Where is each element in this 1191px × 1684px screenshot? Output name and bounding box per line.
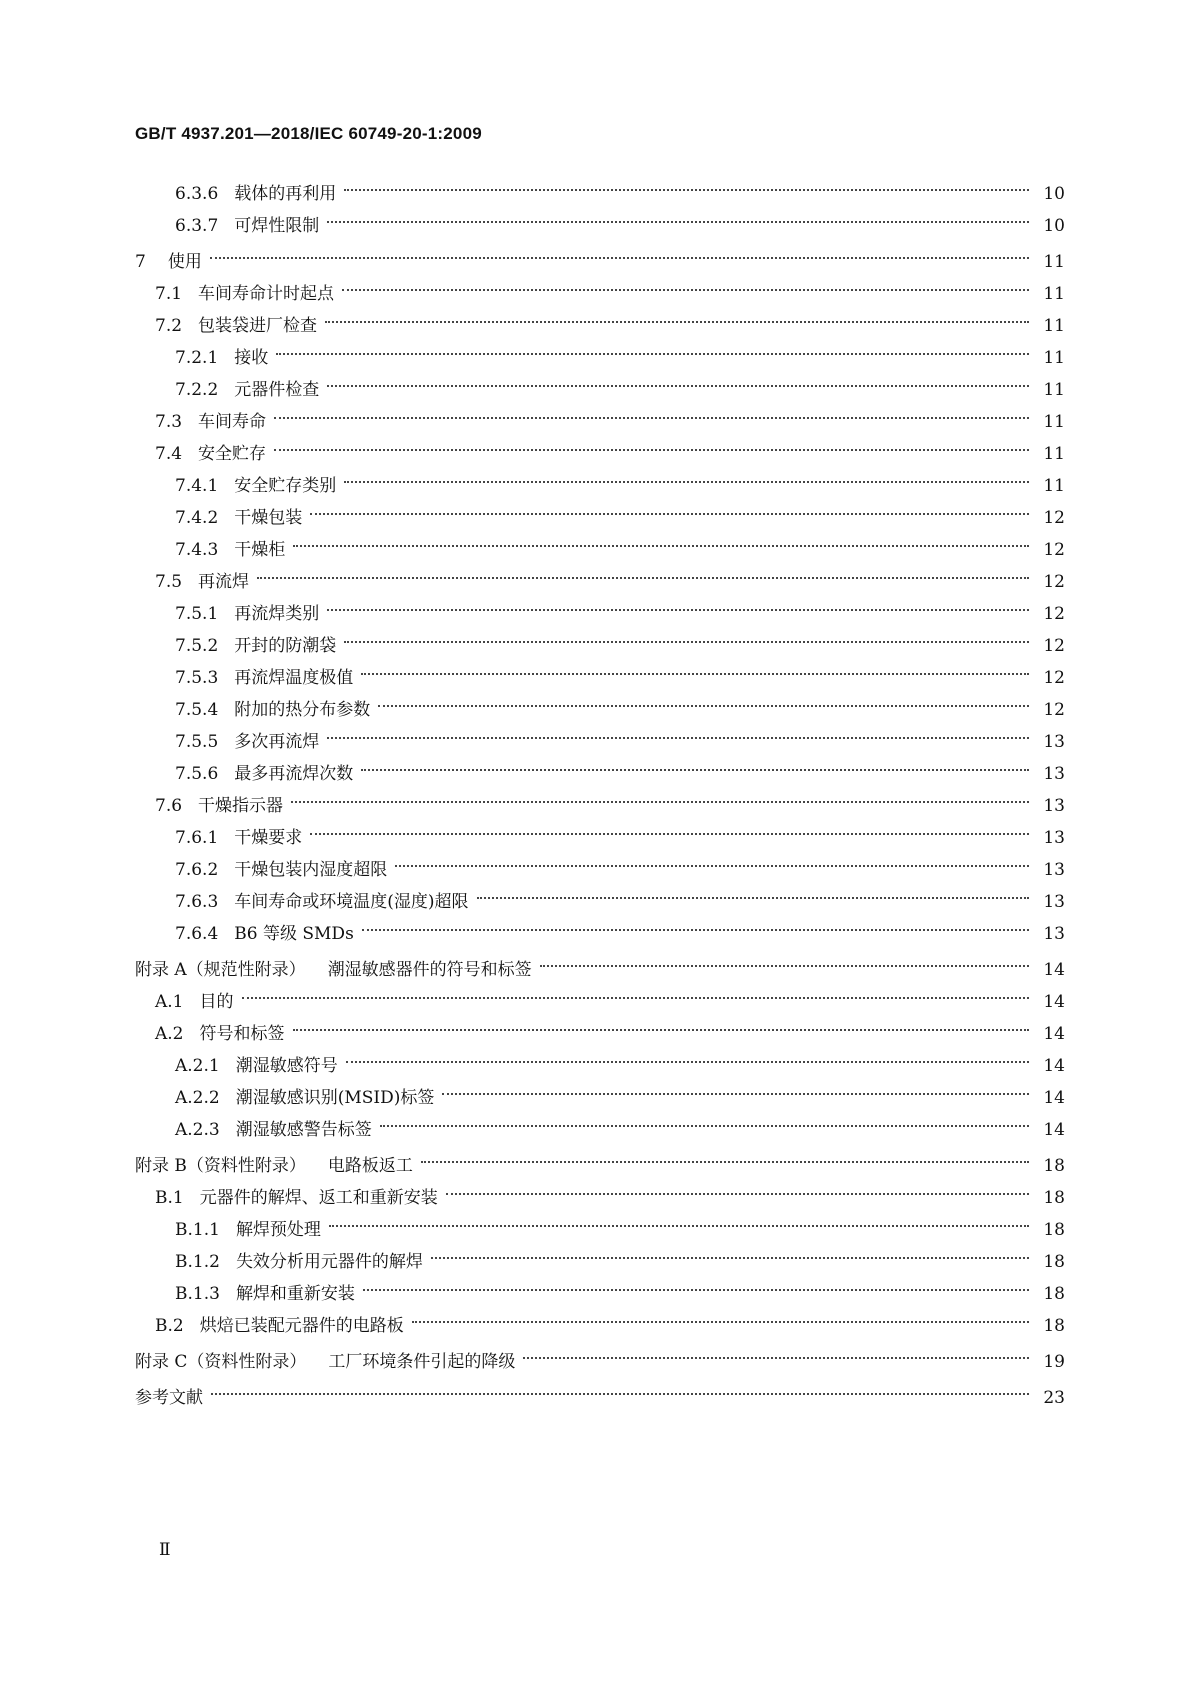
toc-entry-number: B.1.2 <box>175 1252 220 1272</box>
toc-entry-page: 14 <box>1043 1024 1065 1044</box>
toc-entry-title: 元器件检查 <box>234 380 320 400</box>
toc-entry-number: A.1 <box>155 992 184 1012</box>
page-number: Ⅱ <box>159 1540 171 1560</box>
document-header <box>135 124 482 144</box>
toc-entry-number: 7.6.3 <box>175 892 219 912</box>
toc-entry-title: 参考文献 <box>135 1388 203 1408</box>
toc-entry-title: 车间寿命 <box>198 412 267 432</box>
toc-entry-number: 7.5.4 <box>175 700 219 720</box>
dot-leader <box>442 1093 1029 1095</box>
toc-entry-title: 可焊性限制 <box>234 216 320 236</box>
toc-entry[interactable] <box>135 1050 1065 1082</box>
dot-leader <box>540 965 1029 967</box>
toc-entry-page: 14 <box>1043 992 1065 1012</box>
dot-leader <box>342 289 1029 291</box>
toc-entry-number: 7.6.4 <box>175 924 219 944</box>
toc-entry-page: 14 <box>1043 1120 1065 1140</box>
toc-entry-title: 再流焊类别 <box>234 604 320 624</box>
dot-leader <box>344 641 1029 643</box>
dot-leader <box>310 513 1029 515</box>
toc-entry-page: 18 <box>1043 1252 1065 1272</box>
toc-entry-title: 工厂环境条件引起的降级 <box>328 1352 516 1372</box>
toc-entry-title: 干燥要求 <box>234 828 303 848</box>
toc-entry-title: 最多再流焊次数 <box>234 764 354 784</box>
toc-entry-number: 7.4 <box>155 444 183 464</box>
toc-entry[interactable] <box>135 566 1065 598</box>
dot-leader <box>363 1289 1029 1291</box>
dot-leader <box>327 385 1029 387</box>
toc-entry-page: 13 <box>1043 796 1065 816</box>
toc-entry[interactable] <box>135 278 1065 310</box>
toc-entry-number: A.2 <box>155 1024 184 1044</box>
toc-entry-page: 13 <box>1043 860 1065 880</box>
toc-entry-number: 7.6 <box>155 796 183 816</box>
toc-entry-title: 潮湿敏感警告标签 <box>235 1120 372 1140</box>
dot-leader <box>327 737 1029 739</box>
toc-entry-page: 14 <box>1043 1056 1065 1076</box>
toc-entry-title: 潮湿敏感器件的符号和标签 <box>327 960 532 980</box>
dot-leader <box>274 417 1029 419</box>
toc-entry-number: 7 <box>135 252 146 272</box>
dot-leader <box>412 1321 1029 1323</box>
toc-entry-page: 12 <box>1043 540 1065 560</box>
toc-entry-page: 18 <box>1043 1156 1065 1176</box>
dot-leader <box>329 1225 1029 1227</box>
toc-entry-number: 6.3.6 <box>175 184 219 204</box>
toc-entry-page: 18 <box>1043 1220 1065 1240</box>
dot-leader <box>327 609 1029 611</box>
toc-entry[interactable] <box>135 886 1065 918</box>
toc-entry[interactable] <box>135 790 1065 822</box>
toc-entry-number: 7.5.1 <box>175 604 219 624</box>
toc-entry-title: 符号和标签 <box>199 1024 285 1044</box>
toc-entry[interactable] <box>135 854 1065 886</box>
toc-entry-number: 7.5.5 <box>175 732 219 752</box>
toc-entry[interactable] <box>135 502 1065 534</box>
toc-entry-page: 13 <box>1043 924 1065 944</box>
toc-entry-page: 11 <box>1043 252 1065 272</box>
toc-entry-number: 7.4.3 <box>175 540 219 560</box>
toc-entry-title: 电路板返工 <box>327 1156 413 1176</box>
dot-leader <box>378 705 1029 707</box>
toc-entry-page: 23 <box>1043 1388 1065 1408</box>
toc-entry-number: 7.5.3 <box>175 668 219 688</box>
dot-leader <box>291 801 1029 803</box>
toc-entry-number: 7.5.2 <box>175 636 219 656</box>
toc-entry[interactable] <box>135 630 1065 662</box>
toc-entry[interactable] <box>135 726 1065 758</box>
toc-entry-page: 13 <box>1043 732 1065 752</box>
toc-entry-page: 12 <box>1043 572 1065 592</box>
toc-entry-number: 7.2.2 <box>175 380 219 400</box>
toc-entry-number: B.1.3 <box>175 1284 220 1304</box>
toc-entry[interactable] <box>135 1346 1065 1378</box>
toc-entry-page: 18 <box>1043 1284 1065 1304</box>
toc-entry-number: 附录 B（资料性附录） <box>135 1156 306 1176</box>
toc-entry-title: 干燥指示器 <box>198 796 284 816</box>
toc-entry-title: 车间寿命或环境温度(湿度)超限 <box>234 892 469 912</box>
toc-entry[interactable] <box>135 822 1065 854</box>
dot-leader <box>395 865 1029 867</box>
toc-entry[interactable] <box>135 470 1065 502</box>
toc-entry[interactable] <box>135 918 1065 950</box>
dot-leader <box>344 189 1029 191</box>
toc-entry-page: 12 <box>1043 668 1065 688</box>
toc-entry[interactable] <box>135 1182 1065 1214</box>
toc-entry-title: 载体的再利用 <box>234 184 337 204</box>
toc-entry[interactable] <box>135 374 1065 406</box>
toc-entry-number: A.2.1 <box>175 1056 220 1076</box>
toc-entry[interactable] <box>135 406 1065 438</box>
toc-entry[interactable] <box>135 1310 1065 1342</box>
toc-entry[interactable] <box>135 246 1065 278</box>
toc-entry-page: 11 <box>1043 380 1065 400</box>
toc-entry[interactable] <box>135 1082 1065 1114</box>
toc-entry-title: 安全贮存 <box>198 444 267 464</box>
toc-entry-title: 再流焊温度极值 <box>234 668 354 688</box>
toc-entry-title: 多次再流焊 <box>234 732 320 752</box>
toc-entry-title: 失效分析用元器件的解焊 <box>235 1252 423 1272</box>
toc-entry[interactable] <box>135 1382 1065 1414</box>
toc-entry-page: 12 <box>1043 508 1065 528</box>
toc-entry-title: 目的 <box>199 992 234 1012</box>
dot-leader <box>361 673 1029 675</box>
toc-entry-page: 19 <box>1043 1352 1065 1372</box>
toc-entry-number: 附录 C（资料性附录） <box>135 1352 307 1372</box>
toc-entry-title: B6 等级 SMDs <box>234 924 354 944</box>
toc-entry-title: 干燥柜 <box>234 540 286 560</box>
toc-entry-page: 13 <box>1043 764 1065 784</box>
toc-entry-title: 接收 <box>234 348 269 368</box>
toc-entry[interactable] <box>135 310 1065 342</box>
dot-leader <box>362 929 1029 931</box>
toc-entry-title: 解焊预处理 <box>235 1220 321 1240</box>
toc-entry-number: 7.2.1 <box>175 348 219 368</box>
dot-leader <box>276 353 1029 355</box>
dot-leader <box>477 897 1029 899</box>
toc-entry[interactable] <box>135 954 1065 986</box>
dot-leader <box>325 321 1029 323</box>
toc-entry-number: 7.6.2 <box>175 860 219 880</box>
toc-entry-title: 附加的热分布参数 <box>234 700 371 720</box>
table-of-contents <box>135 178 1065 1414</box>
toc-entry-title: 安全贮存类别 <box>234 476 337 496</box>
toc-entry-number: B.1 <box>155 1188 184 1208</box>
toc-entry-title: 潮湿敏感识别(MSID)标签 <box>235 1088 435 1108</box>
toc-entry-page: 14 <box>1043 960 1065 980</box>
toc-entry[interactable] <box>135 342 1065 374</box>
dot-leader <box>293 1029 1030 1031</box>
toc-entry-number: A.2.3 <box>175 1120 220 1140</box>
toc-entry[interactable] <box>135 210 1065 242</box>
dot-leader <box>210 257 1029 259</box>
toc-entry-page: 12 <box>1043 636 1065 656</box>
dot-leader <box>242 997 1030 999</box>
dot-leader <box>421 1161 1029 1163</box>
toc-entry-number: B.1.1 <box>175 1220 220 1240</box>
toc-entry-page: 13 <box>1043 828 1065 848</box>
toc-entry-number: A.2.2 <box>175 1088 220 1108</box>
toc-entry-page: 11 <box>1043 444 1065 464</box>
toc-entry-page: 10 <box>1043 184 1065 204</box>
toc-entry-number: 7.6.1 <box>175 828 219 848</box>
toc-entry-page: 18 <box>1043 1316 1065 1336</box>
toc-entry-title: 潮湿敏感符号 <box>235 1056 338 1076</box>
toc-entry[interactable] <box>135 1214 1065 1246</box>
toc-entry-title: 解焊和重新安装 <box>235 1284 355 1304</box>
toc-entry[interactable] <box>135 534 1065 566</box>
toc-entry-title: 再流焊 <box>198 572 250 592</box>
toc-entry[interactable] <box>135 1114 1065 1146</box>
toc-entry[interactable] <box>135 758 1065 790</box>
toc-entry-page: 11 <box>1043 284 1065 304</box>
toc-entry-title: 干燥包装内湿度超限 <box>234 860 388 880</box>
toc-entry-page: 11 <box>1043 476 1065 496</box>
toc-entry[interactable] <box>135 1246 1065 1278</box>
toc-entry-page: 14 <box>1043 1088 1065 1108</box>
toc-entry[interactable] <box>135 438 1065 470</box>
toc-entry[interactable] <box>135 1150 1065 1182</box>
toc-entry-number: 7.5 <box>155 572 183 592</box>
toc-entry-title: 开封的防潮袋 <box>234 636 337 656</box>
dot-leader <box>293 545 1029 547</box>
dot-leader <box>211 1393 1029 1395</box>
standard-code: GB/T 4937.201—2018/IEC 60749-20-1:2009 <box>135 124 482 143</box>
dot-leader <box>431 1257 1029 1259</box>
toc-entry-number: 7.4.2 <box>175 508 219 528</box>
dot-leader <box>257 577 1029 579</box>
dot-leader <box>327 221 1029 223</box>
toc-entry-title: 包装袋进厂检查 <box>198 316 318 336</box>
toc-entry[interactable] <box>135 986 1065 1018</box>
toc-entry[interactable] <box>135 694 1065 726</box>
toc-entry-page: 11 <box>1043 316 1065 336</box>
dot-leader <box>346 1061 1029 1063</box>
toc-entry[interactable] <box>135 662 1065 694</box>
dot-leader <box>274 449 1029 451</box>
page-footer <box>159 1540 171 1560</box>
dot-leader <box>361 769 1029 771</box>
toc-entry-title: 使用 <box>167 252 202 272</box>
toc-entry-number: 7.4.1 <box>175 476 219 496</box>
toc-entry[interactable] <box>135 1278 1065 1310</box>
toc-entry-number: 7.3 <box>155 412 183 432</box>
dot-leader <box>523 1357 1029 1359</box>
toc-entry[interactable] <box>135 598 1065 630</box>
toc-entry-number: 6.3.7 <box>175 216 219 236</box>
toc-entry-page: 13 <box>1043 892 1065 912</box>
toc-entry-title: 车间寿命计时起点 <box>198 284 335 304</box>
toc-entry-page: 12 <box>1043 700 1065 720</box>
toc-entry-page: 11 <box>1043 412 1065 432</box>
toc-entry-title: 干燥包装 <box>234 508 303 528</box>
dot-leader <box>446 1193 1029 1195</box>
toc-entry-page: 11 <box>1043 348 1065 368</box>
toc-entry-title: 元器件的解焊、返工和重新安装 <box>199 1188 438 1208</box>
toc-entry[interactable] <box>135 178 1065 210</box>
toc-entry-page: 12 <box>1043 604 1065 624</box>
dot-leader <box>380 1125 1029 1127</box>
toc-entry-page: 10 <box>1043 216 1065 236</box>
toc-entry-number: 7.2 <box>155 316 183 336</box>
dot-leader <box>344 481 1029 483</box>
toc-entry-number: 附录 A（规范性附录） <box>135 960 306 980</box>
dot-leader <box>310 833 1029 835</box>
toc-entry-page: 18 <box>1043 1188 1065 1208</box>
toc-entry-number: 7.1 <box>155 284 183 304</box>
toc-entry[interactable] <box>135 1018 1065 1050</box>
toc-entry-number: 7.5.6 <box>175 764 219 784</box>
toc-entry-title: 烘焙已装配元器件的电路板 <box>199 1316 404 1336</box>
toc-entry-number: B.2 <box>155 1316 184 1336</box>
